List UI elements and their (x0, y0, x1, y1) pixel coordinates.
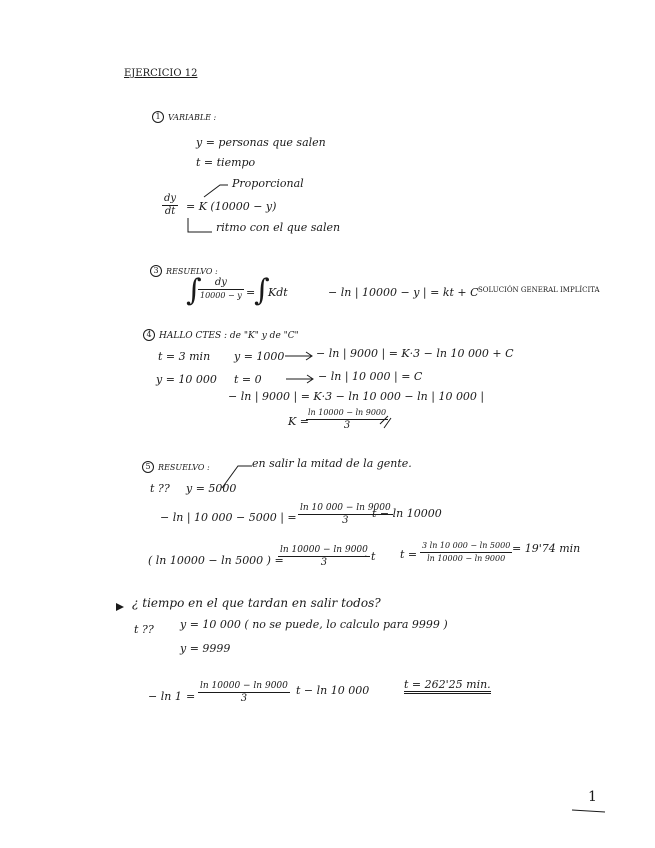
derivative-den: dt (164, 206, 176, 217)
final-equals: = (186, 690, 196, 703)
proportional-annotation: Proporcional (232, 177, 304, 190)
line2-result-den: ln 10000 − ln 9000 (427, 554, 506, 563)
general-solution: − ln | 10000 − y | = kt + C (328, 286, 479, 299)
line2-fraction (278, 544, 370, 569)
integral-sign-left: ∫ (186, 273, 202, 308)
k-fraction (306, 407, 388, 432)
section-4-label: HALLO CTES : de "K" y de "C" (159, 331, 299, 341)
line2-result-fraction (420, 540, 512, 565)
final-fraction (198, 680, 290, 705)
y-9999: y = 9999 (180, 642, 231, 655)
row2-y: y = 10 000 (156, 373, 217, 386)
row1-y: y = 1000 (234, 350, 285, 363)
integrand-num: dy (198, 277, 244, 290)
integral-sign-right: ∫ (254, 273, 270, 308)
derivative-num: dy (164, 193, 177, 204)
derivative-fraction (162, 193, 178, 218)
final-num: ln 10000 − ln 9000 (200, 681, 288, 691)
step-number-3: 3 (150, 265, 162, 277)
variable-y-definition: y = personas que salen (196, 136, 326, 149)
final-den: 3 (240, 693, 248, 704)
section-3-label: RESUELVO : (166, 267, 218, 276)
final-rhs: t − ln 10 000 (296, 684, 370, 697)
equals-sign: = (246, 286, 256, 299)
row3-combined: − ln | 9000 | = K·3 − ln 10 000 − ln | 10 000 | (228, 390, 485, 403)
section-4-heading (143, 328, 299, 343)
line2-lhs: ( ln 10000 − ln 5000 ) = (148, 554, 284, 567)
line2-num: ln 10000 − ln 9000 (280, 545, 368, 555)
line2-result-num: 3 ln 10 000 − ln 5000 (420, 540, 512, 553)
row1-result: − ln | 9000 | = K·3 − ln 10 000 + C (316, 347, 514, 360)
line2-den: 3 (320, 557, 328, 568)
step-number-4: 4 (143, 329, 155, 341)
general-solution-note: SOLUCIÓN GENERAL IMPLÍCITA (478, 286, 600, 294)
differential-equation-rhs: = K (10000 − y) (186, 200, 277, 213)
row1-t: t = 3 min (158, 350, 211, 363)
question-all-leave: ¿ tiempo en el que tardan en salir todos? (132, 596, 381, 610)
exercise-title: EJERCICIO 12 (124, 68, 198, 79)
total-time-answer: t = 262'25 min. (404, 678, 491, 694)
k-den: 3 (343, 420, 351, 431)
integrand-den: 10000 − y (200, 291, 242, 300)
row2-result: − ln | 10 000 | = C (318, 370, 423, 383)
step-number-5: 5 (142, 461, 154, 473)
page-number: 1 (588, 789, 597, 805)
unknown-t-2: t ?? (134, 623, 154, 636)
rhythm-annotation: ritmo con el que salen (216, 221, 341, 234)
y-half: y = 5000 (186, 482, 237, 495)
k-lhs: K = (288, 415, 309, 428)
half-time-answer: = 19'74 min (512, 542, 581, 555)
section-3-heading (150, 264, 218, 278)
integral-rhs: Kdt (268, 286, 288, 299)
line2-times-t: · t (364, 550, 376, 563)
section-5-heading (142, 460, 210, 474)
question-bullet (116, 603, 124, 611)
section-1-label: VARIABLE : (168, 113, 217, 122)
line1-rhs: t − ln 10000 (372, 507, 442, 520)
k-num: ln 10000 − ln 9000 (306, 407, 388, 420)
line1-den: 3 (342, 515, 349, 526)
row2-t: t = 0 (234, 373, 262, 386)
final-lhs: − ln 1 (148, 690, 182, 703)
variable-t-definition: t = tiempo (196, 156, 256, 169)
line1-num: ln 10 000 − ln 9000 (300, 503, 391, 513)
integrand-fraction (198, 277, 244, 302)
unknown-t: t ?? (150, 482, 170, 495)
section-5-label: RESUELVO : (158, 463, 210, 472)
section-1-heading (152, 110, 216, 124)
half-people-note: en salir la mitad de la gente. (252, 457, 412, 470)
step-number-1: 1 (152, 111, 164, 123)
line1-lhs: − ln | 10 000 − 5000 | = (160, 511, 297, 524)
y-10000-note: y = 10 000 ( no se puede, lo calculo para 9999 ) (180, 618, 448, 631)
line2-t-equals: t = (400, 548, 418, 561)
